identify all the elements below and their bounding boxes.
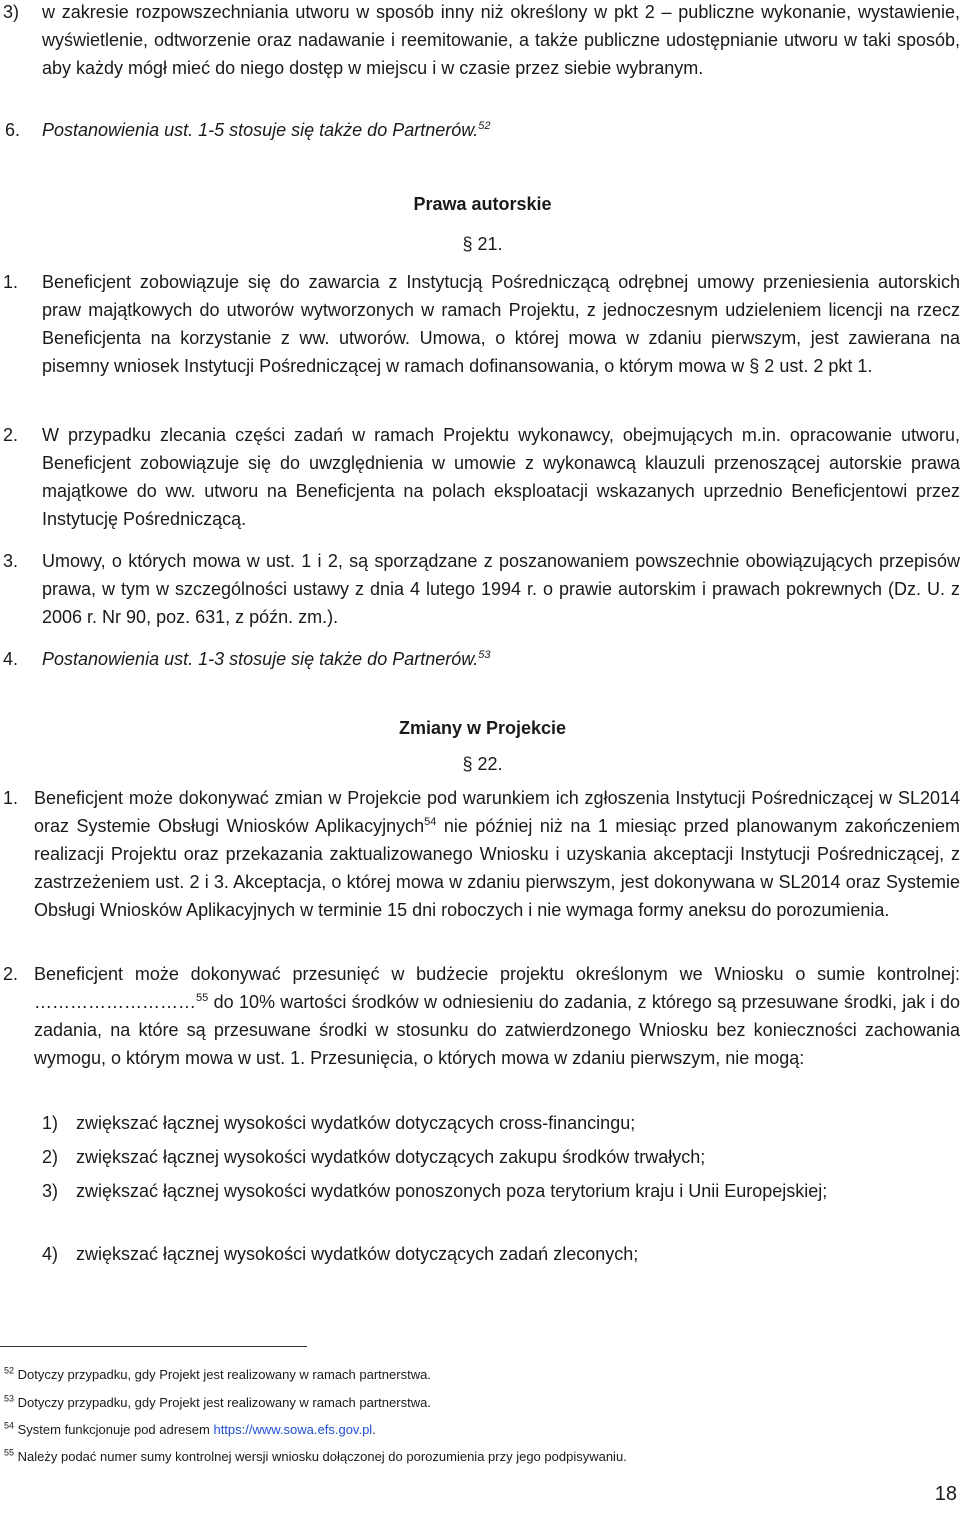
list-item-text: Umowy, o których mowa w ust. 1 i 2, są sporządzane z poszanowaniem powszechnie obowiązujących przepisów prawa, w tym w szczególności ustawy z dnia 4 lutego 1994 r. o prawie autorskim i prawach pokrewnych (Dz. U. z 2006 r. Nr 90, poz. 631, z późn. zm.). bbox=[42, 551, 960, 627]
sub-list-item-text: zwiększać łącznej wysokości wydatków dotyczących zadań zleconych; bbox=[76, 1244, 639, 1264]
section-title: Prawa autorskie bbox=[413, 194, 552, 214]
list-item-text: Beneficjent może dokonywać zmian w Projekcie pod warunkiem ich zgłoszenia Instytucji Pośredniczącej w SL2014 oraz Systemie Obsługi Wniosków Aplikacyjnych$^{54}$ nie później niż na 1 miesiąc przed planowanym zakończeniem realizacji Projektu oraz przekazania zaktualizowanego Wniosku i uzyskania akceptacji Instytucji Pośredniczącej, z zastrzeżeniem ust. 2 i 3. Akceptacja, o której mowa w zdaniu pierwszym, jest dokonywana w SL2014 oraz Systemie Obsługi Wniosków Aplikacyjnych w terminie 15 dni roboczych i nie wymaga formy aneksu do porozumienia. bbox=[34, 788, 960, 920]
footnote-ref: 52 bbox=[478, 120, 491, 132]
list-number: 4. bbox=[3, 649, 19, 669]
footnote: $^{53}$ Dotyczy przypadku, gdy Projekt jest realizowany w ramach partnerstwa. bbox=[4, 1393, 431, 1410]
footnote-ref: 53 bbox=[478, 649, 491, 661]
footnote-ref: 54 bbox=[424, 816, 437, 828]
list-number: 1. bbox=[3, 788, 19, 808]
list-number: 2. bbox=[3, 425, 19, 445]
sub-list-number: 3) bbox=[42, 1181, 59, 1201]
list-item-text: Postanowienia ust. 1-5 stosuje się także do Partnerów.$^{52}$ bbox=[42, 120, 491, 140]
sub-list-number: 4) bbox=[42, 1244, 59, 1264]
list-item-text: Beneficjent może dokonywać przesunięć w budżecie projektu określonym we Wniosku o sumie kontrolnej: ………………………$^{55}$ do 10% wartości środków w odniesieniu do zadania, z którego są przesuwane środki, jak i do zadania, na które są przesuwane środki w stosunku do zatwierdzonego Wniosku bez konieczności zachowania wymogu, o którym mowa w ust. 1. Przesunięcia, o których mowa w zdaniu pierwszym, nie mogą: bbox=[34, 964, 960, 1068]
section-title: Zmiany w Projekcie bbox=[398, 718, 567, 738]
list-number: 2. bbox=[3, 964, 19, 984]
footnote-separator bbox=[0, 1346, 307, 1347]
list-item-text: Beneficjent zobowiązuje się do zawarcia z Instytucją Pośredniczącą odrębnej umowy przeniesienia autorskich praw majątkowych do utworów wytworzonych w ramach Projektu, z jednoczesnym udzieleniem licencji na rzecz Beneficjenta na korzystanie z ww. utworów. Umowa, o której mowa w zdaniu pierwszym, jest zawierana na pisemny wniosek Instytucji Pośredniczącej w ramach dofinansowania, o którym mowa w § 2 ust. 2 pkt 1. bbox=[42, 272, 960, 376]
list-item-text: Postanowienia ust. 1-3 stosuje się także do Partnerów.$^{53}$ bbox=[42, 649, 491, 669]
sub-list-number: 2) bbox=[42, 1147, 59, 1167]
sub-list-number: 1) bbox=[42, 1113, 59, 1133]
sub-list-item-text: zwiększać łącznej wysokości wydatków ponoszonych poza terytorium kraju i Unii Europejskiej; bbox=[76, 1181, 828, 1201]
sub-list-item-text: zwiększać łącznej wysokości wydatków dotyczących zakupu środków trwałych; bbox=[76, 1147, 706, 1167]
footnote: $^{55}$ Należy podać numer sumy kontrolnej wersji wniosku dołączonej do porozumienia przy jego podpisywaniu. bbox=[4, 1447, 627, 1464]
list-item-text: w zakresie rozpowszechniania utworu w sposób inny niż określony w pkt 2 – publiczne wykonanie, wystawienie, wyświetlenie, odtworzenie oraz nadawanie i reemitowanie, a także publiczne udostępnianie utworu w taki sposób, aby każdy mógł mieć do niego dostęp w miejscu i w czasie przez siebie wybranym. bbox=[42, 2, 960, 78]
section-paragraph-number: § 21. bbox=[462, 234, 503, 254]
page-number: 18 bbox=[934, 1483, 957, 1505]
list-number: 3) bbox=[3, 2, 20, 22]
footnote-ref: 55 bbox=[196, 992, 209, 1004]
footnote: $^{54}$ System funkcjonuje pod adresem https://www.sowa.efs.gov.pl. bbox=[4, 1420, 376, 1437]
list-item-text: W przypadku zlecania części zadań w ramach Projektu wykonawcy, obejmujących m.in. opracowanie utworu, Beneficjent zobowiązuje się do uwzględnienia w umowie z wykonawcą klauzuli przenoszącej autorskie prawa majątkowe do ww. utworu na Beneficjenta na polach eksploatacji wskazanych uprzednio Beneficjentowi przez Instytucję Pośredniczącą. bbox=[42, 425, 960, 529]
list-number: 6. bbox=[5, 120, 21, 140]
footnote: $^{52}$ Dotyczy przypadku, gdy Projekt jest realizowany w ramach partnerstwa. bbox=[4, 1365, 431, 1382]
footnote-link[interactable]: https://www.sowa.efs.gov.pl bbox=[213, 1422, 373, 1437]
sub-list-item-text: zwiększać łącznej wysokości wydatków dotyczących cross-financingu; bbox=[76, 1113, 636, 1133]
section-paragraph-number: § 22. bbox=[462, 754, 503, 774]
list-number: 3. bbox=[3, 551, 19, 571]
list-number: 1. bbox=[3, 272, 19, 292]
